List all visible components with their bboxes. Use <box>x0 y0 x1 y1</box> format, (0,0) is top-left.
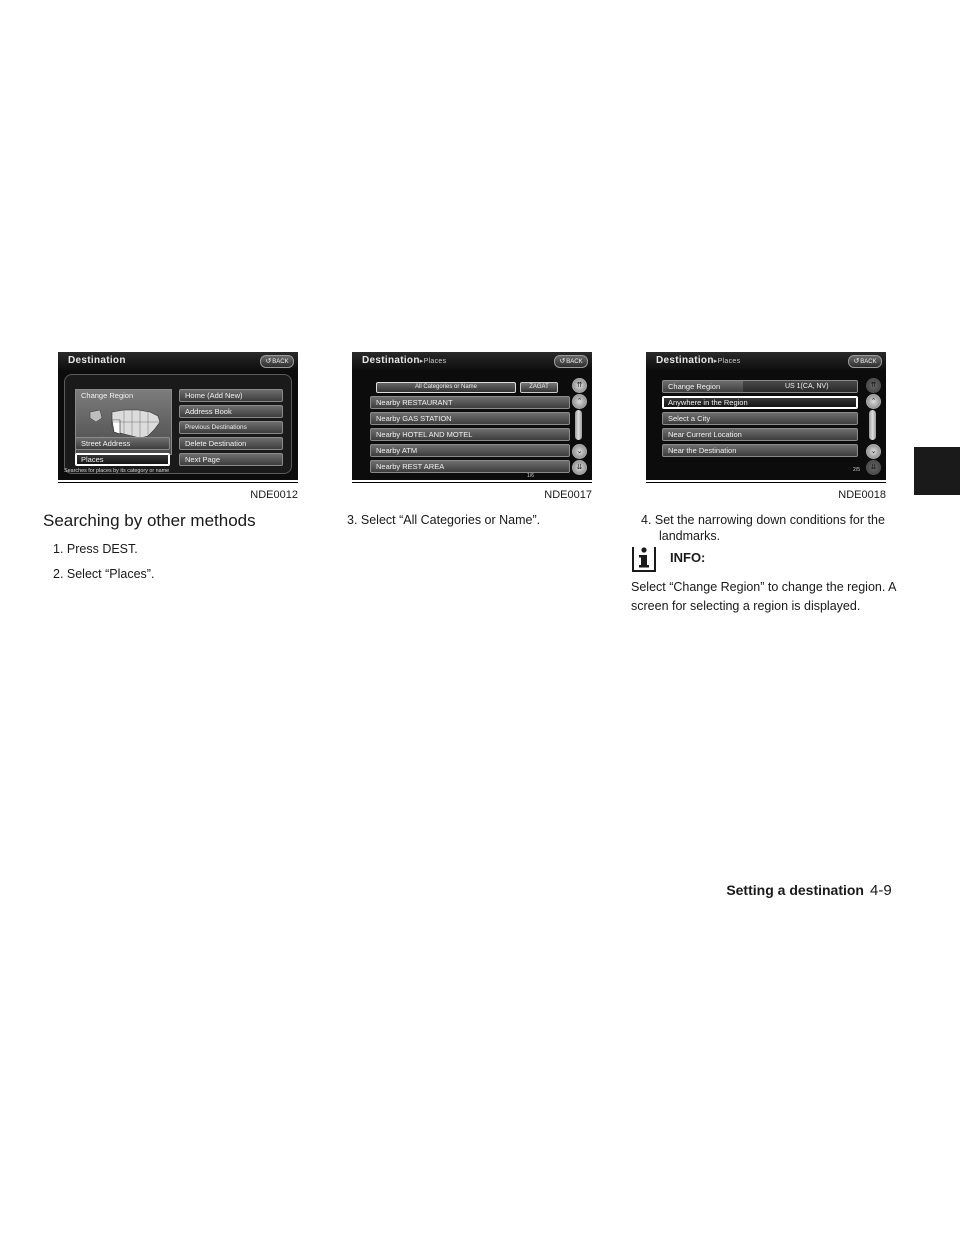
delete-destination-button[interactable]: Delete Destination <box>179 437 283 450</box>
list-item[interactable]: Near the Destination <box>662 444 858 457</box>
screen-subtitle: Places <box>717 358 741 365</box>
page-down-icon[interactable]: ⇊ <box>572 460 587 475</box>
info-line-1: Select “Change Region” to change the region. A <box>631 580 897 594</box>
back-button[interactable] <box>260 355 294 368</box>
scrollbar[interactable] <box>570 378 588 472</box>
list-item[interactable]: Nearby ATM <box>370 444 570 457</box>
scrollbar[interactable] <box>864 378 882 472</box>
caption-rule <box>352 482 592 483</box>
caption-rule <box>646 482 886 483</box>
screen-title <box>656 355 740 366</box>
figure-caption: NDE0018 <box>838 489 886 501</box>
menu-frame <box>64 374 292 474</box>
list-item[interactable]: Select a City <box>662 412 858 425</box>
hint-text: Searches for places by its category or name <box>64 468 170 474</box>
list-item[interactable]: Nearby HOTEL AND MOTEL <box>370 428 570 441</box>
change-region-label: Change Region <box>668 382 721 391</box>
all-categories-input[interactable]: All Categories or Name <box>376 382 516 393</box>
footer-page-number: 4-9 <box>870 882 892 899</box>
nav-screen-places <box>352 352 592 480</box>
figure-caption: NDE0017 <box>544 489 592 501</box>
back-label: BACK <box>272 359 289 365</box>
next-page-button[interactable]: Next Page <box>179 453 283 466</box>
back-arrow-icon: ↺ <box>265 358 272 365</box>
screen-subtitle: Places <box>423 358 447 365</box>
scroll-down-icon[interactable]: ⌄ <box>866 444 881 459</box>
info-text <box>631 578 921 616</box>
chapter-tab <box>914 447 960 495</box>
caption-rule <box>58 482 298 483</box>
home-add-new-button[interactable]: Home (Add New) <box>179 389 283 402</box>
step-4-continued: landmarks. <box>659 529 721 543</box>
page-down-icon[interactable]: ⇊ <box>866 460 881 475</box>
change-region-button[interactable] <box>662 380 858 393</box>
scroll-thumb[interactable] <box>575 410 582 440</box>
screen-title <box>362 355 446 366</box>
nav-screen-destination <box>58 352 298 480</box>
page-indicator: 2/5 <box>853 467 860 473</box>
list-item[interactable]: Near Current Location <box>662 428 858 441</box>
step-3: 3. Select “All Categories or Name”. <box>347 513 541 527</box>
info-title: INFO: <box>670 550 706 565</box>
screen-title: Destination <box>68 355 126 366</box>
step-2: 2. Select “Places”. <box>53 567 155 581</box>
back-button[interactable] <box>554 355 588 368</box>
page-up-icon[interactable]: ⇈ <box>866 378 881 393</box>
scroll-up-icon[interactable]: ⌃ <box>866 394 881 409</box>
back-arrow-icon: ↺ <box>853 358 860 365</box>
figure-caption: NDE0012 <box>250 489 298 501</box>
back-arrow-icon: ↺ <box>559 358 566 365</box>
step-4: 4. Set the narrowing down conditions for the <box>641 513 885 527</box>
zagat-button[interactable]: ZAGAT <box>520 382 558 393</box>
breadcrumb-arrow-icon: ▸ <box>419 358 424 365</box>
section-heading: Searching by other methods <box>43 511 256 530</box>
breadcrumb-arrow-icon: ▸ <box>713 358 718 365</box>
footer-section-title: Setting a destination <box>726 882 864 898</box>
address-book-button[interactable]: Address Book <box>179 405 283 418</box>
scroll-up-icon[interactable]: ⌃ <box>572 394 587 409</box>
previous-destinations-button[interactable]: Previous Destinations <box>179 421 283 434</box>
back-label: BACK <box>566 359 583 365</box>
scroll-thumb[interactable] <box>869 410 876 440</box>
nav-screen-places-region <box>646 352 886 480</box>
scroll-down-icon[interactable]: ⌄ <box>572 444 587 459</box>
list-item[interactable]: Nearby REST AREA <box>370 460 570 473</box>
street-address-button[interactable]: Street Address <box>75 437 170 450</box>
places-button[interactable]: Places <box>75 453 170 466</box>
back-label: BACK <box>860 359 877 365</box>
info-icon <box>631 543 657 573</box>
screen-title-text: Destination <box>362 355 420 366</box>
step-1: 1. Press DEST. <box>53 542 138 556</box>
region-value: US 1(CA, NV) <box>743 381 857 393</box>
page-indicator: 1/6 <box>527 473 534 479</box>
page-up-icon[interactable]: ⇈ <box>572 378 587 393</box>
screen-title-text: Destination <box>656 355 714 366</box>
list-item[interactable]: Nearby RESTAURANT <box>370 396 570 409</box>
list-item[interactable]: Anywhere in the Region <box>662 396 858 409</box>
info-line-2: screen for selecting a region is displayed. <box>631 599 861 613</box>
change-region-label: Change Region <box>81 391 134 400</box>
list-item[interactable]: Nearby GAS STATION <box>370 412 570 425</box>
back-button[interactable] <box>848 355 882 368</box>
